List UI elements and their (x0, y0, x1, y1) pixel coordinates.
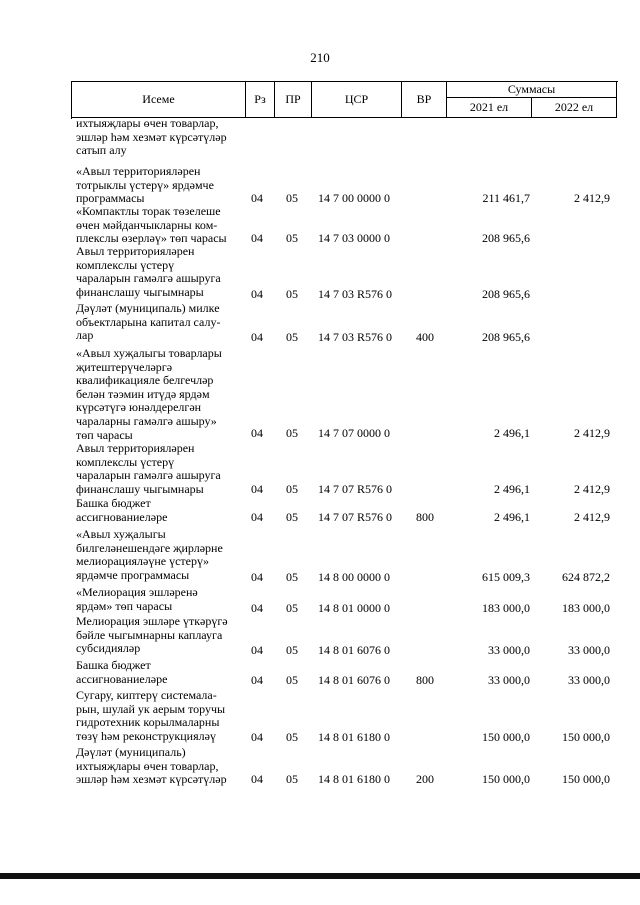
cell-pr: 05 (286, 643, 298, 657)
cell-sum-2022: 183 000,0 (562, 601, 610, 615)
cell-csr: 14 7 00 0000 0 (318, 191, 390, 205)
cell-sum-2022: 150 000,0 (562, 730, 610, 744)
cell-sum-2021: 2 496,1 (494, 426, 530, 440)
cell-csr: 14 7 07 0000 0 (318, 426, 390, 440)
cell-csr: 14 8 01 6076 0 (318, 673, 390, 687)
table-row (0, 659, 640, 687)
cell-vr: 800 (416, 510, 434, 524)
cell-sum-2022: 2 412,9 (574, 191, 610, 205)
cell-csr: 14 8 01 6180 0 (318, 772, 390, 786)
table-row (0, 165, 640, 205)
cell-pr: 05 (286, 772, 298, 786)
cell-sum-2022: 2 412,9 (574, 482, 610, 496)
table-row (0, 205, 640, 245)
row-name: ихтыяҗлары өчен товарлар, эшләр һәм хезмәт күрсәтүләр сатып алу (76, 116, 227, 158)
cell-sum-2021: 183 000,0 (482, 601, 530, 615)
table-row (0, 117, 640, 160)
header-vr: ВР (402, 82, 447, 118)
cell-csr: 14 8 00 0000 0 (318, 570, 390, 584)
row-name: «Авыл хуҗалыгы товарлары җитештерүчеләргә квалификацияле белгечләр белән тәэмин итүдә ярдәм күрсәтүгә юнәлдерелгән чараларны гамәлгә ашыру» төп чарасы (76, 346, 222, 442)
table-row (0, 586, 640, 615)
cell-sum-2021: 33 000,0 (488, 643, 530, 657)
table-row (0, 497, 640, 524)
cell-pr: 05 (286, 510, 298, 524)
cell-sum-2021: 211 461,7 (482, 191, 530, 205)
cell-csr: 14 8 01 0000 0 (318, 601, 390, 615)
row-name: Башка бюджет ассигнованиеләре (76, 496, 168, 524)
cell-sum-2022: 150 000,0 (562, 772, 610, 786)
cell-sum-2021: 150 000,0 (482, 772, 530, 786)
cell-vr: 200 (416, 772, 434, 786)
cell-pr: 05 (286, 426, 298, 440)
header-rz: Рз (246, 82, 275, 118)
cell-sum-2021: 208 965,6 (482, 330, 530, 344)
cell-sum-2021: 615 009,3 (482, 570, 530, 584)
cell-sum-2022: 2 412,9 (574, 510, 610, 524)
cell-rz: 04 (251, 570, 263, 584)
table-row (0, 245, 640, 301)
cell-pr: 05 (286, 673, 298, 687)
table-row (0, 615, 640, 657)
header-year-2021: 2021 ел (447, 98, 532, 118)
row-name: Дәүләт (муниципаль) милке объектларына капитал салу- лар (76, 301, 221, 343)
cell-sum-2021: 2 496,1 (494, 510, 530, 524)
cell-rz: 04 (251, 482, 263, 496)
cell-pr: 05 (286, 601, 298, 615)
table-row (0, 442, 640, 496)
cell-pr: 05 (286, 287, 298, 301)
cell-rz: 04 (251, 287, 263, 301)
cell-sum-2022: 33 000,0 (568, 643, 610, 657)
cell-rz: 04 (251, 673, 263, 687)
cell-rz: 04 (251, 772, 263, 786)
cell-rz: 04 (251, 730, 263, 744)
cell-sum-2021: 208 965,6 (482, 287, 530, 301)
row-name: «Авыл территорияләрен тотрыклы үстерү» ярдәмче программасы (76, 164, 214, 206)
cell-pr: 05 (286, 231, 298, 245)
cell-rz: 04 (251, 330, 263, 344)
cell-rz: 04 (251, 510, 263, 524)
cell-csr: 14 7 07 R576 0 (318, 482, 393, 496)
header-sums: Суммасы (447, 82, 617, 98)
cell-sum-2021: 33 000,0 (488, 673, 530, 687)
table-row (0, 302, 640, 344)
scan-edge-bar (0, 873, 640, 879)
cell-sum-2022: 624 872,2 (562, 570, 610, 584)
row-name: «Компактлы торак төзелеше өчен мәйданчыкларны ком- плекслы өзерләү» төп чарасы (76, 204, 227, 246)
cell-rz: 04 (251, 426, 263, 440)
table-row (0, 689, 640, 744)
header-name: Исеме (72, 82, 246, 118)
row-name: Мелиорация эшләре үткәрүгә бәйле чыгымнарны каплауга субсидияләр (76, 614, 228, 656)
cell-pr: 05 (286, 191, 298, 205)
row-name: Сугару, киптерү системала- рын, шулай ук аерым торучы гидротехник корылмаларны төзү һәм реконструкцияләү (76, 688, 226, 743)
row-name: Башка бюджет ассигнованиеләре (76, 658, 168, 686)
row-name: Авыл территорияләрен комплекслы үстерү чараларын гамәлгә ашыруга финанслашу чыгымнары (76, 441, 221, 496)
cell-sum-2021: 2 496,1 (494, 482, 530, 496)
cell-pr: 05 (286, 730, 298, 744)
cell-csr: 14 7 03 0000 0 (318, 231, 390, 245)
cell-vr: 400 (416, 330, 434, 344)
cell-sum-2022: 2 412,9 (574, 426, 610, 440)
cell-csr: 14 7 07 R576 0 (318, 510, 393, 524)
cell-sum-2021: 208 965,6 (482, 231, 530, 245)
row-name: «Авыл хуҗалыгы билгеләнешендәге җирләрне мелиорацияләүне үстерү» ярдәмче программасы (76, 527, 223, 582)
cell-csr: 14 8 01 6076 0 (318, 643, 390, 657)
cell-rz: 04 (251, 601, 263, 615)
table-row (0, 347, 640, 440)
header-csr: ЦСР (312, 82, 402, 118)
cell-csr: 14 7 03 R576 0 (318, 287, 393, 301)
row-name: «Мелиорация эшләренә ярдәм» төп чарасы (76, 585, 198, 613)
cell-sum-2021: 150 000,0 (482, 730, 530, 744)
cell-pr: 05 (286, 330, 298, 344)
cell-rz: 04 (251, 643, 263, 657)
cell-csr: 14 8 01 6180 0 (318, 730, 390, 744)
header-pr: ПР (275, 82, 312, 118)
table-row (0, 528, 640, 584)
row-name: Авыл территорияләрен комплекслы үстерү чараларын гамәлгә ашыруга финанслашу чыгымнары (76, 244, 221, 299)
cell-pr: 05 (286, 570, 298, 584)
table-row (0, 746, 640, 786)
table-header (71, 81, 618, 119)
page-number: 210 (310, 50, 330, 65)
cell-rz: 04 (251, 191, 263, 205)
cell-pr: 05 (286, 482, 298, 496)
cell-csr: 14 7 03 R576 0 (318, 330, 393, 344)
header-year-2022: 2022 ел (532, 98, 617, 118)
cell-rz: 04 (251, 231, 263, 245)
cell-sum-2022: 33 000,0 (568, 673, 610, 687)
cell-vr: 800 (416, 673, 434, 687)
row-name: Дәүләт (муниципаль) ихтыяҗлары өчен товарлар, эшләр һәм хезмәт күрсәтүләр (76, 745, 227, 787)
